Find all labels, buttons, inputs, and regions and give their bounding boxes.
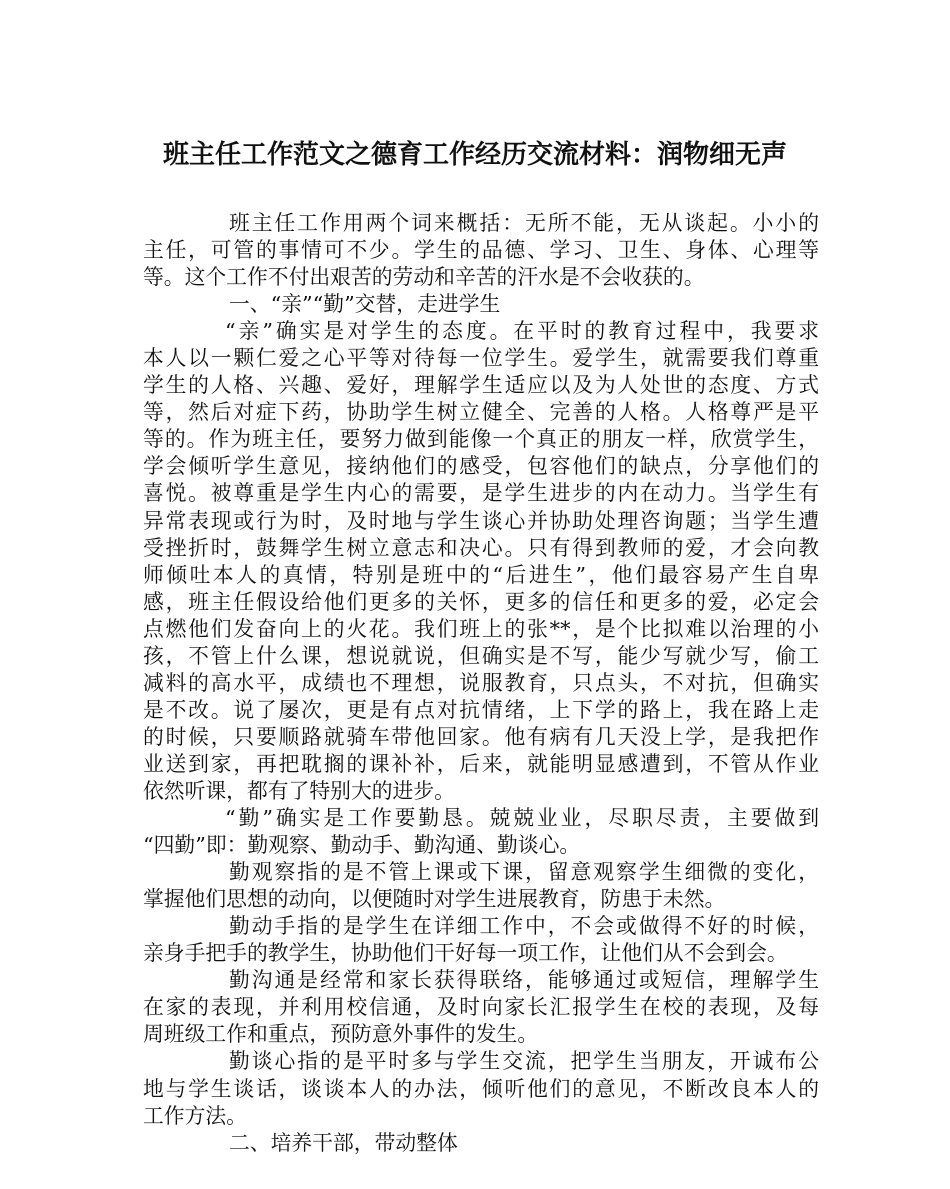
paragraph-line: 的时候，只要顺路就骑车带他回家。他有病有几天没上学，是我把作 [143,724,819,749]
section-heading: 一、“亲”“勤”交替，走进学生 [229,292,501,317]
paragraph-line: 等。这个工作不付出艰苦的劳动和辛苦的汗水是不会收获的。 [143,265,705,290]
paragraph-line: 业送到家，再把耽搁的课补补，后来，就能明显感遭到，不管从作业 [143,751,819,776]
paragraph-line: 等，然后对症下药，协助学生树立健全、完善的人格。人格尊严是平 [143,400,819,425]
paragraph-line: “勤”确实是工作要勤恳。兢兢业业，尽职尽责，主要做到 [225,806,819,831]
paragraph-line: 感，班主任假设给他们更多的关怀，更多的信任和更多的爱，必定会 [143,589,819,614]
paragraph-line: 学生的人格、兴趣、爱好，理解学生适应以及为人处世的态度、方式 [143,373,819,398]
paragraph-line: 地与学生谈话，谈谈本人的办法，倾听他们的意见，不断改良本人的 [143,1076,819,1101]
paragraph-line: 亲身手把手的教学生，协助他们干好每一项工作，让他们从不会到会。 [143,941,788,966]
paragraph-line: 勤谈心指的是平时多与学生交流，把学生当朋友，开诚布公 [229,1049,819,1074]
paragraph-line: 勤动手指的是学生在详细工作中，不会或做得不好的时候， [229,914,819,939]
paragraph-line: 周班级工作和重点，预防意外事件的发生。 [143,1022,539,1047]
section-heading: 二、培养干部，带动整体 [229,1130,458,1155]
paragraph-line: 孩，不管上什么课，想说就说，但确实是不写，能少写就少写，偷工 [143,643,819,668]
paragraph-line: “四勤”即：勤观察、勤动手、勤沟通、勤谈心。 [143,833,581,858]
paragraph-line: 依然听课，都有了特别大的进步。 [143,778,455,803]
paragraph-line: 班主任工作用两个词来概括：无所不能，无从谈起。小小的 [229,211,819,235]
document-body [143,210,819,1157]
paragraph-line: 工作方法。 [143,1103,247,1128]
paragraph-line: 等的。作为班主任，要努力做到能像一个真正的朋友一样，欣赏学生， [143,427,819,452]
paragraph-line: 掌握他们思想的动向，以便随时对学生进展教育，防患于未然。 [143,887,726,912]
paragraph-line: 受挫折时，鼓舞学生树立意志和决心。只有得到教师的爱，才会向教 [143,535,819,560]
paragraph-line: 异常表现或行为时，及时地与学生谈心并协助处理咨询题；当学生遭 [143,508,819,533]
document-title: 班主任工作范文之德育工作经历交流材料：润物细无声 [162,140,787,170]
paragraph-line: 是不改。说了屡次，更是有点对抗情绪，上下学的路上，我在路上走 [143,697,819,722]
paragraph-line: 在家的表现，并利用校信通，及时向家长汇报学生在校的表现，及每 [143,995,819,1020]
paragraph-line: 勤沟通是经常和家长获得联络，能够通过或短信，理解学生 [229,968,819,993]
paragraph-line: 主任，可管的事情可不少。学生的品德、学习、卫生、身体、心理等 [143,238,819,263]
paragraph-line: 本人以一颗仁爱之心平等对待每一位学生。爱学生，就需要我们尊重 [143,346,819,371]
paragraph-line: 点燃他们发奋向上的火花。我们班上的张**，是个比拟难以治理的小 [143,616,819,641]
paragraph-line: “亲”确实是对学生的态度。在平时的教育过程中，我要求 [225,319,819,344]
paragraph-line: 师倾吐本人的真情，特别是班中的“后进生”，他们最容易产生自卑 [143,562,819,587]
paragraph-line: 勤观察指的是不管上课或下课，留意观察学生细微的变化， [229,860,819,885]
paragraph-line: 减料的高水平，成绩也不理想，说服教育，只点头，不对抗，但确实 [143,670,819,695]
paragraph-line: 喜悦。被尊重是学生内心的需要，是学生进步的内在动力。当学生有 [143,481,819,506]
paragraph-line: 学会倾听学生意见，接纳他们的感受，包容他们的缺点，分享他们的 [143,454,819,479]
